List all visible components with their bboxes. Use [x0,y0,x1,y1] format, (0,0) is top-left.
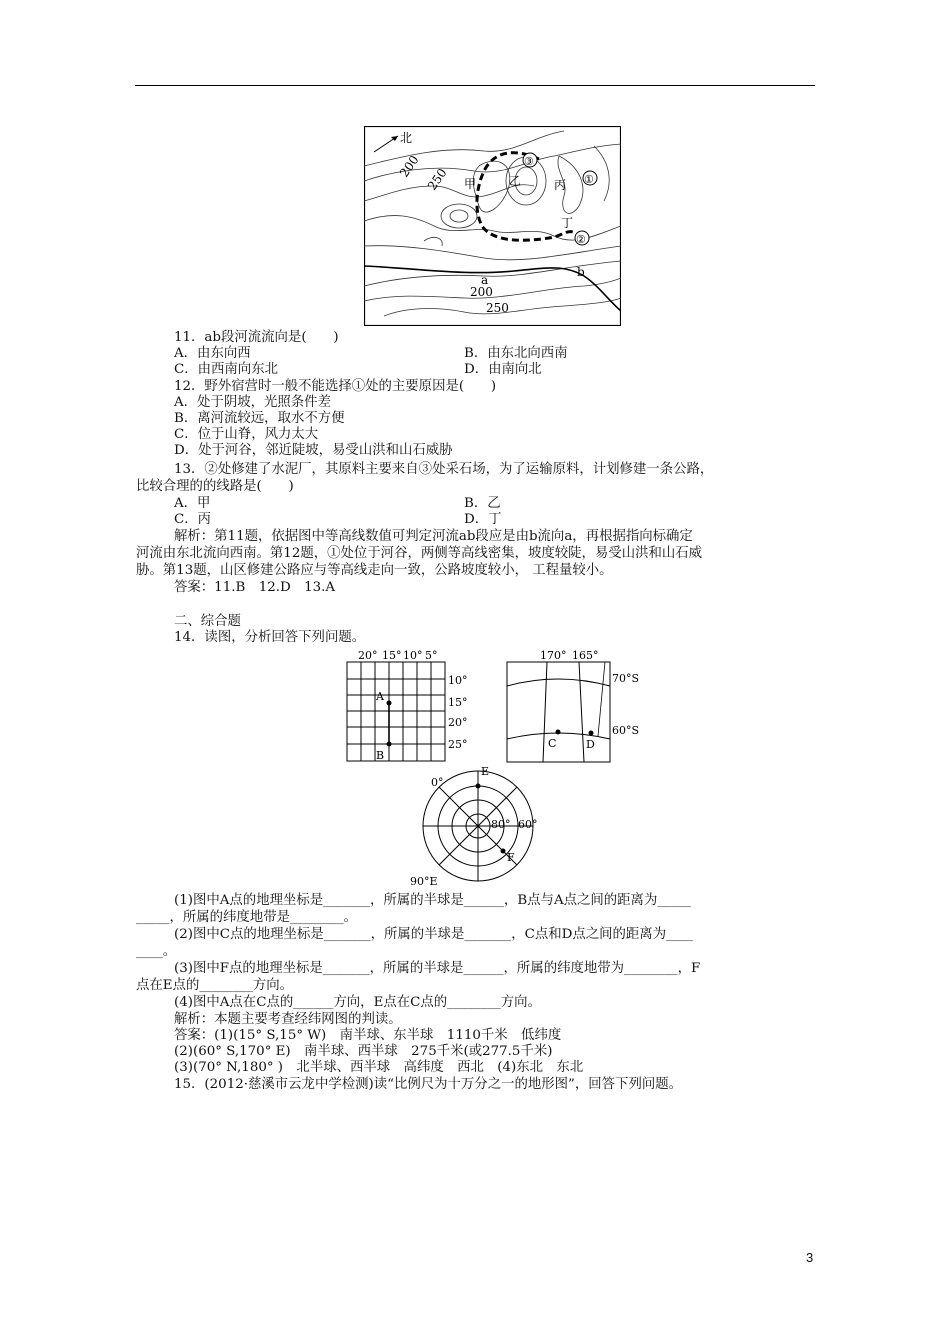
q14-part1-line2: _____，所属的纬度地带是________。 [136,910,357,925]
grid-point-b: B [376,749,385,762]
polar-right-60s: 60°S [612,724,640,737]
answer2-line2: (2)(60° S,170° E) 南半球、西半球 275千米(或277.5千米) [174,1044,553,1059]
grid-top-5: 5° [425,649,438,662]
polar-segment-figure [500,648,645,766]
q13-option-c: C．丙 [174,512,212,527]
q13-stem-line1: 13．②处修建了水泥厂，其原料主要来自③处采石场，为了运输原料，计划修建一条公路， [174,462,714,477]
circle-label-90e: 90°E [410,875,438,888]
answer2-line1: 答案：(1)(15° S,15° W) 南半球、东半球 1110千米 低纬度 [174,1028,562,1043]
q13-option-a: A．甲 [174,496,211,511]
grid-right-15: 15° [448,696,468,709]
label-bing: 丙 [554,178,567,192]
q11-stem: 11．ab段河流流向是( ) [174,330,339,345]
q14-part3-line1: (3)图中F点的地理坐标是_______，所属的半球是______，所属的纬度地带为________，F [174,961,701,976]
q14-part2-line1: (2)图中C点的地理坐标是_______，所属的半球是_______，C点和D点之间的距离为____ [174,927,693,942]
q13-option-b: B．乙 [464,496,501,511]
label-yi: 乙 [509,174,522,188]
circle-label-60: 60° [518,818,538,831]
q14-part2-line2: ____。 [136,944,177,959]
page-number: 3 [806,1250,814,1265]
grid-right-10: 10° [448,674,468,687]
q12-option-b: B．离河流较远，取水不方便 [174,411,345,426]
q13-option-d: D．丁 [464,512,502,527]
marker-1: ① [584,173,594,186]
analysis1-line1: 解析：第11题，依据图中等高线数值可判定河流ab段应是由b流向a，再根据指向标确定 [174,529,693,544]
circle-point-e: E [481,766,490,778]
north-label: 北 [400,131,413,145]
contour-250-bottom: 250 [486,301,509,315]
q14-part1-line1: (1)图中A点的地理坐标是_______，所属的半球是______，B点与A点之间的距离为_____ [174,893,691,908]
circle-label-80: 80° [491,818,511,831]
q15-stem: 15．(2012·慈溪市云龙中学检测)读“比例尺为十万分之一的地形图”，回答下列问题。 [174,1077,683,1092]
analysis1-line3: 胁。第13题，山区修建公路应与等高线走向一致，公路坡度较小， 工程量较小。 [136,563,613,578]
grid-point-a: A [376,690,384,703]
grid-top-20: 20° [358,649,378,662]
polar-projection-figure [405,766,550,888]
marker-3: ③ [524,155,534,168]
river-b: b [577,265,585,279]
answer1: 答案：11.B 12.D 13.A [174,580,336,595]
analysis2-line1: 解析：本题主要考查经纬网图的判读。 [174,1012,402,1027]
q14-part3-line2: 点在E点的________方向。 [136,978,294,993]
lat-lon-grid-figure [340,648,475,766]
grid-top-15: 15° [382,649,402,662]
polar-point-c: C [548,737,557,750]
label-jia: 甲 [464,177,477,191]
topographic-map [364,126,621,326]
q12-option-a: A．处于阴坡，光照条件差 [174,395,331,410]
q12-stem: 12．野外宿营时一般不能选择①处的主要原因是( ) [174,379,497,394]
marker-2: ② [576,233,586,246]
analysis1-line2: 河流由东北流向西南。第12题，①处位于河谷，两侧等高线密集，坡度较陡，易受山洪和山石威 [136,546,703,561]
q12-option-c: C．位于山脊，风力太大 [174,427,319,442]
contour-200: 200 [396,152,422,180]
circle-point-f: F [507,851,515,864]
section-heading: 二、综合题 [174,614,241,629]
contour-200-bottom: 200 [470,285,493,299]
label-ding: 丁 [561,216,574,230]
q11-option-a: A．由东向西 [174,346,251,361]
q11-option-c: C．由西南向东北 [174,362,278,377]
q14-stem: 14．读图，分析回答下列问题。 [174,630,366,645]
q14-part4: (4)图中A点在C点的______方向，E点在C点的________方向。 [174,995,541,1010]
contour-250: 250 [424,165,450,193]
q11-option-b: B．由东北向西南 [464,346,568,361]
polar-right-70s: 70°S [612,672,640,685]
grid-right-20: 20° [448,716,468,729]
polar-point-d: D [586,738,595,751]
river-a: a [481,273,489,287]
q11-option-d: D．由南向北 [464,362,542,377]
q13-stem-line2: 比较合理的的线路是( ) [136,479,294,494]
header-rule [135,85,815,86]
answer2-line3: (3)(70° N,180° ) 北半球、西半球 高纬度 西北 (4)东北 东北 [174,1060,584,1075]
grid-right-25: 25° [448,738,468,751]
polar-top-170: 170° [540,649,567,662]
grid-top-10: 10° [403,649,423,662]
circle-label-0: 0° [431,776,444,789]
q12-option-d: D．处于河谷，邻近陡坡，易受山洪和山石威胁 [174,443,453,458]
polar-top-165: 165° [572,649,599,662]
